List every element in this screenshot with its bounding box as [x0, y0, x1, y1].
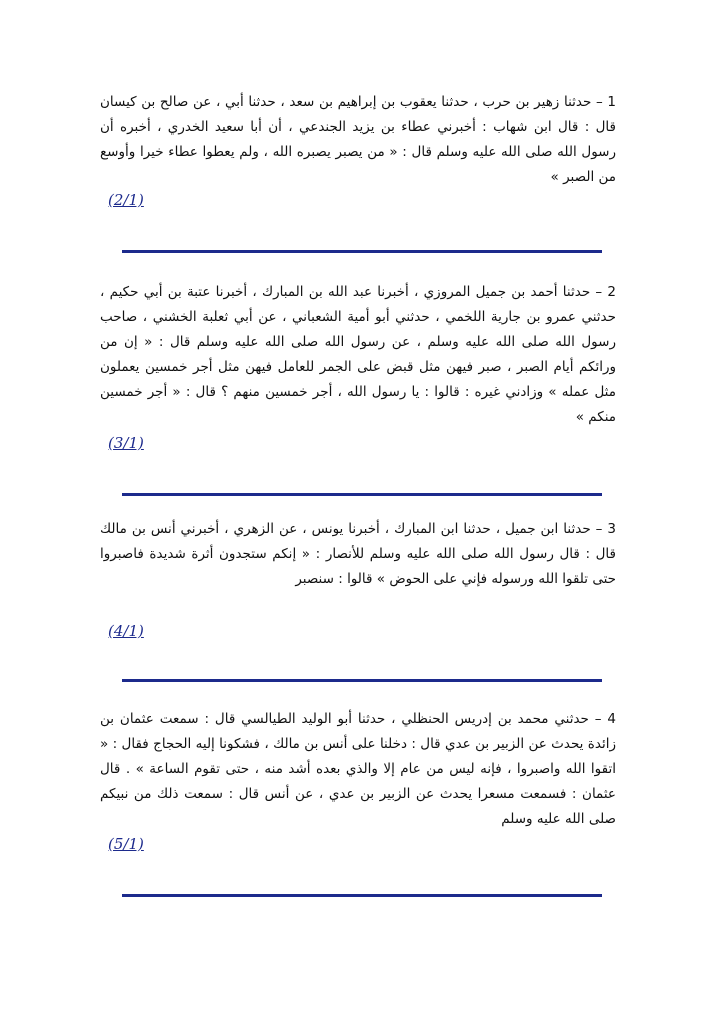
hadith-4-reference: (5/1) [108, 835, 144, 853]
hadith-3-reference: (4/1) [108, 622, 144, 640]
hadith-1 [100, 90, 616, 190]
hadith-4 [100, 707, 616, 832]
hadith-2-reference: (3/1) [108, 434, 144, 452]
hadith-2 [100, 280, 616, 430]
hadith-1-text: 1 – حدثنا زهير بن حرب ، حدثنا يعقوب بن إبراهيم بن سعد ، حدثنا أبي ، عن صالح بن كيسان قال : قال ابن شهاب : أخبرني عطاء بن يزيد الجندعي ، أن أبا سعيد الخدري ، أخبره أن رسول الله صلى الله عليه وسلم قال : « من يصبر يصبره الله ، ولم يعطوا عطاء خيرا وأوسع من الصبر » [100, 94, 616, 185]
separator-rule-2 [122, 493, 602, 496]
hadith-4-text: 4 – حدثني محمد بن إدريس الحنظلي ، حدثنا أبو الوليد الطيالسي قال : سمعت عثمان بن زائدة يحدث عن الزبير بن عدي قال : دخلنا على أنس بن مالك ، فشكونا إليه الحجاج فقال : « اتقوا الله واصبروا ، فإنه ليس من عام إلا والذي بعده أشد منه ، حتى تقوم الساعة » . قال عثمان : فسمعت مسعرا يحدث عن الزبير بن عدي ، عن أنس قال : سمعت ذلك من نبيكم صلى الله عليه وسلم [100, 711, 616, 827]
hadith-3 [100, 517, 616, 592]
hadith-3-text: 3 – حدثنا ابن جميل ، حدثنا ابن المبارك ، أخبرنا يونس ، عن الزهري ، أخبرني أنس بن مالك قال : قال رسول الله صلى الله عليه وسلم للأنصار : « إنكم ستجدون أثرة شديدة فاصبروا حتى تلقوا الله ورسوله فإني على الحوض » قالوا : سنصبر [100, 521, 616, 587]
separator-rule-1 [122, 250, 602, 253]
separator-rule-4 [122, 894, 602, 897]
hadith-1-reference: (2/1) [108, 191, 144, 209]
separator-rule-3 [122, 679, 602, 682]
hadith-2-text: 2 – حدثنا أحمد بن جميل المروزي ، أخبرنا عبد الله بن المبارك ، أخبرنا عتبة بن أبي حكيم ، حدثني عمرو بن جارية اللخمي ، حدثني أبو أمية الشعباني ، عن أبي ثعلبة الخشني ، صاحب رسول الله صلى الله عليه وسلم ، عن رسول الله صلى الله عليه وسلم قال : « إن من ورائكم أيام الصبر ، صبر فيهن مثل قبض على الجمر للعامل فيهن مثل أجر خمسين يعملون مثل عمله » وزادني غيره : قالوا : يا رسول الله ، أجر خمسين منهم ؟ قال : « أجر خمسين منكم » [100, 284, 616, 425]
